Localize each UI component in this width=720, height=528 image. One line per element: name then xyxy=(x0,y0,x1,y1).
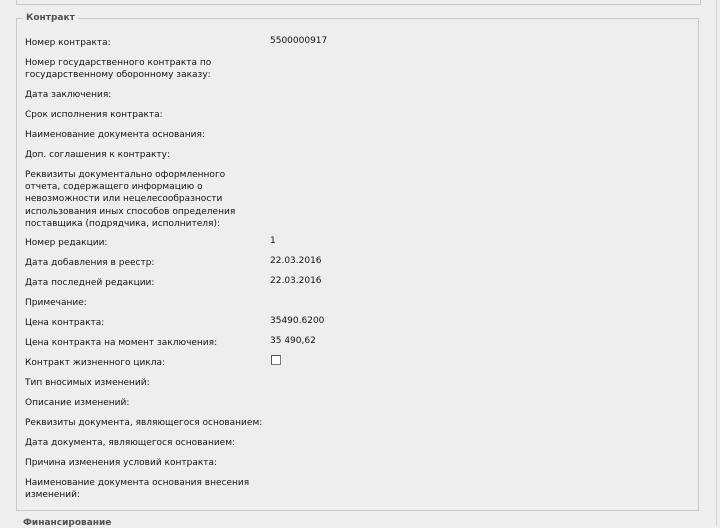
contract-section-legend: Контракт xyxy=(23,12,78,24)
lifecycle-contract-checkbox[interactable] xyxy=(271,355,281,365)
basis-doc-name-label: Наименование документа основания: xyxy=(25,130,205,140)
contract-price-label: Цена контракта: xyxy=(25,318,105,328)
revision-number-value: 1 xyxy=(270,236,276,246)
last-revision-date-label: Дата последней редакции: xyxy=(25,278,155,288)
change-type-label: Тип вносимых изменений: xyxy=(25,378,150,388)
registry-add-date-label: Дата добавления в реестр: xyxy=(25,258,155,268)
contract-price-value: 35490.6200 xyxy=(270,316,325,326)
change-description-label: Описание изменений: xyxy=(25,398,130,408)
lifecycle-contract-label: Контракт жизненного цикла: xyxy=(25,358,166,368)
basis-doc-date-label: Дата документа, являющегося основанием: xyxy=(25,438,236,448)
contract-number-label: Номер контракта: xyxy=(25,38,111,48)
scrollbar-edge xyxy=(716,0,717,526)
note-label: Примечание: xyxy=(25,298,87,308)
previous-section-panel xyxy=(16,0,701,5)
change-basis-doc-name-label: Наименование документа основания внесения изменений: xyxy=(25,478,250,501)
conclusion-date-label: Дата заключения: xyxy=(25,90,112,100)
revision-number-label: Номер редакции: xyxy=(25,238,108,248)
registry-add-date-value: 22.03.2016 xyxy=(270,256,322,266)
price-at-conclusion-label: Цена контракта на момент заключения: xyxy=(25,338,218,348)
change-reason-label: Причина изменения условий контракта: xyxy=(25,458,218,468)
basis-doc-details-label: Реквизиты документа, являющегося основанием: xyxy=(25,418,263,428)
execution-term-label: Срок исполнения контракта: xyxy=(25,110,163,120)
impossibility-report-label: Реквизиты документально оформленного отчета, содержащего информацию о невозможности или нецелесообразности использования иных способов определения поставщика (подрядчика, исполнителя): xyxy=(25,170,236,229)
defense-order-label: Номер государственного контракта по государственному оборонному заказу: xyxy=(25,58,212,81)
last-revision-date-value: 22.03.2016 xyxy=(270,276,322,286)
financing-section-legend: Финансирование xyxy=(23,518,112,528)
addendums-label: Доп. соглашения к контракту: xyxy=(25,150,171,160)
price-at-conclusion-value: 35 490,62 xyxy=(270,336,316,346)
contract-number-value: 5500000917 xyxy=(270,36,328,46)
